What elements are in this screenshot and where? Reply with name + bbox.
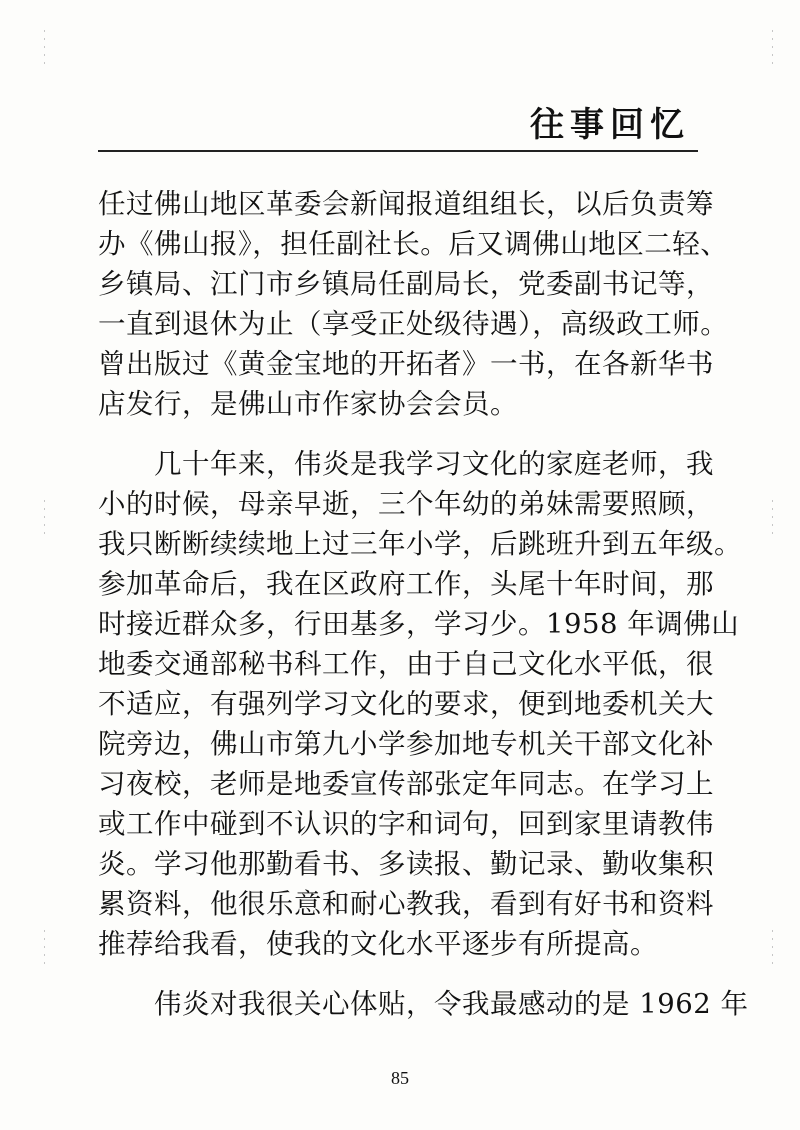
body-line: 院旁边，佛山市第九小学参加地专机关干部文化补 xyxy=(98,728,714,760)
right-margin-mark xyxy=(772,500,773,540)
left-margin-mark xyxy=(44,500,45,540)
right-margin-mark xyxy=(772,30,773,70)
body-line: 几十年来，伟炎是我学习文化的家庭老师，我 xyxy=(154,448,714,480)
body-line: 推荐给我看，使我的文化水平逐步有所提高。 xyxy=(98,928,658,960)
page-number: 85 xyxy=(391,1068,409,1088)
body-line: 任过佛山地区革委会新闻报道组组长，以后负责筹 xyxy=(98,188,714,220)
body-line: 时接近群众多，行田基多，学习少。1958 年调佛山 xyxy=(98,608,740,640)
body-line: 地委交通部秘书科工作，由于自己文化水平低，很 xyxy=(98,648,714,680)
body-line: 炎。学习他那勤看书、多读报、勤记录、勤收集积 xyxy=(98,848,714,880)
left-margin-mark xyxy=(44,930,45,970)
body-line: 不适应，有强列学习文化的要求，便到地委机关大 xyxy=(98,688,714,720)
left-margin-mark xyxy=(44,30,45,70)
body-line: 小的时候，母亲早逝，三个年幼的弟妹需要照顾， xyxy=(98,488,714,520)
right-margin-mark xyxy=(772,930,773,970)
body-line: 店发行，是佛山市作家协会会员。 xyxy=(98,388,518,420)
body-line: 一直到退休为止（享受正处级待遇），高级政工师。 xyxy=(98,308,729,340)
body-line: 办《佛山报》，担任副社长。后又调佛山地区二轻、 xyxy=(98,228,729,260)
body-line: 伟炎对我很关心体贴，令我最感动的是 1962 年 xyxy=(154,988,749,1020)
body-line: 习夜校，老师是地委宣传部张定年同志。在学习上 xyxy=(98,768,714,800)
header-rule xyxy=(98,150,698,152)
body-line: 参加革命后，我在区政府工作，头尾十年时间，那 xyxy=(98,568,714,600)
body-line: 曾出版过《黄金宝地的开拓者》一书，在各新华书 xyxy=(98,348,714,380)
body-line: 或工作中碰到不认识的字和词句，回到家里请教伟 xyxy=(98,808,714,840)
running-header-title: 往事回忆 xyxy=(530,105,690,145)
body-line: 累资料，他很乐意和耐心教我，看到有好书和资料 xyxy=(98,888,714,920)
body-line: 我只断断续续地上过三年小学，后跳班升到五年级。 xyxy=(98,528,742,560)
body-line: 乡镇局、江门市乡镇局任副局长，党委副书记等， xyxy=(98,268,714,300)
